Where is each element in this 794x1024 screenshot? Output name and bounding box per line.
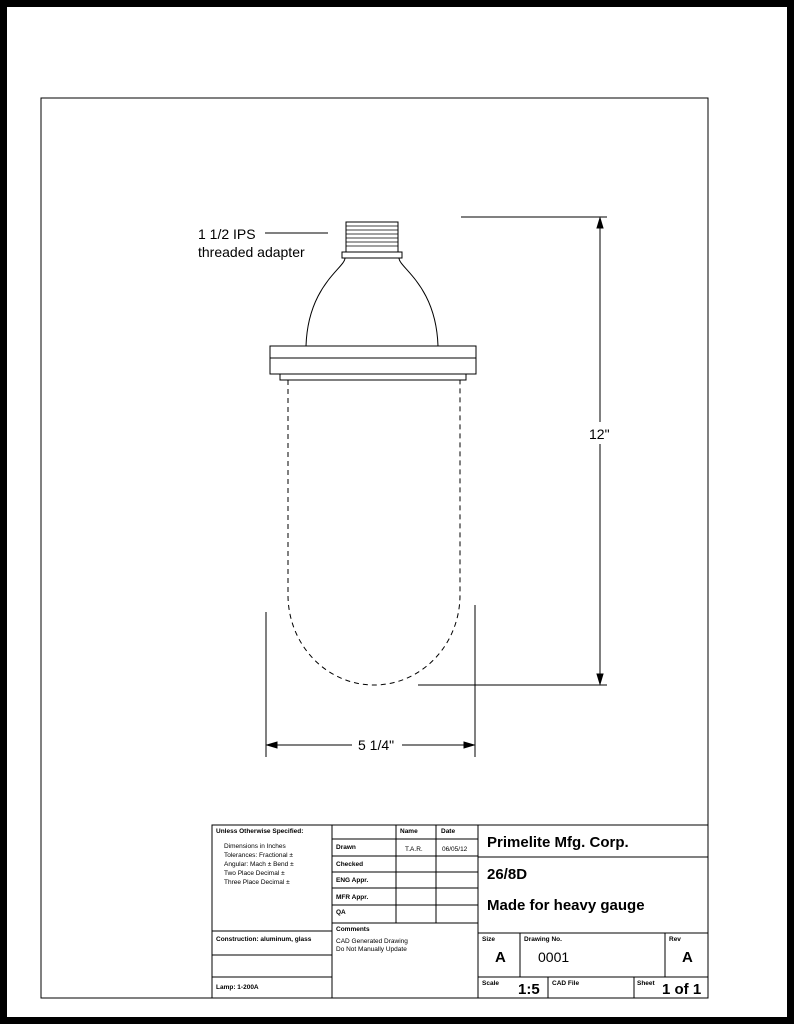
drawn-label: Drawn — [336, 844, 356, 851]
flange — [270, 346, 476, 374]
drawn-date: 06/05/12 — [442, 846, 468, 853]
model-number: 26/8D — [487, 866, 528, 883]
height-dimension — [418, 217, 607, 685]
adapter-callout-line1: 1 1/2 IPS — [198, 226, 256, 242]
height-dimension-label: 12" — [589, 426, 610, 442]
scale-label: Scale — [482, 980, 499, 987]
company-name: Primelite Mfg. Corp. — [487, 834, 629, 851]
part-description: Made for heavy gauge — [487, 897, 645, 914]
drawing-no-label: Drawing No. — [524, 936, 562, 943]
adapter-threads — [346, 226, 398, 246]
threaded-adapter — [346, 222, 398, 252]
comments-label: Comments — [336, 926, 370, 933]
eng-appr-label: ENG Appr. — [336, 877, 369, 884]
glass-globe — [288, 380, 460, 685]
checked-label: Checked — [336, 861, 364, 868]
size-value: A — [495, 949, 506, 966]
lamp-label: Lamp: 1-200A — [216, 984, 259, 991]
rev-label: Rev — [669, 936, 681, 943]
flange-lip — [280, 374, 466, 380]
spec-line: Dimensions in Inches — [224, 843, 286, 850]
spec-line: Angular: Mach ± Bend ± — [224, 861, 294, 868]
cad-file-label: CAD File — [552, 980, 580, 987]
drawing-no-value: 0001 — [538, 949, 570, 965]
size-label: Size — [482, 936, 496, 943]
dome — [306, 258, 438, 346]
comment-line: Do Not Manually Update — [336, 946, 407, 953]
date-column-header: Date — [441, 828, 456, 835]
adapter-collar — [342, 252, 402, 258]
comment-line: CAD Generated Drawing — [336, 938, 408, 945]
drawing-border — [41, 98, 708, 998]
adapter-callout-line2: threaded adapter — [198, 244, 305, 260]
name-column-header: Name — [400, 828, 418, 835]
width-dimension-label: 5 1/4" — [358, 737, 395, 753]
fixture-outline — [270, 222, 476, 685]
qa-label: QA — [336, 909, 346, 916]
spec-line: Tolerances: Fractional ± — [224, 852, 293, 859]
rev-value: A — [682, 949, 693, 966]
sheet-label: Sheet — [637, 980, 655, 987]
drawn-name: T.A.R. — [405, 846, 423, 853]
scale-value: 1:5 — [518, 981, 540, 998]
spec-header: Unless Otherwise Specified: — [216, 828, 304, 835]
sheet-value: 1 of 1 — [662, 981, 702, 998]
spec-line: Three Place Decimal ± — [224, 879, 290, 886]
width-dimension — [266, 605, 475, 757]
mfr-appr-label: MFR Appr. — [336, 894, 369, 901]
spec-line: Two Place Decimal ± — [224, 870, 285, 877]
construction-label: Construction: aluminum, glass — [216, 936, 312, 943]
